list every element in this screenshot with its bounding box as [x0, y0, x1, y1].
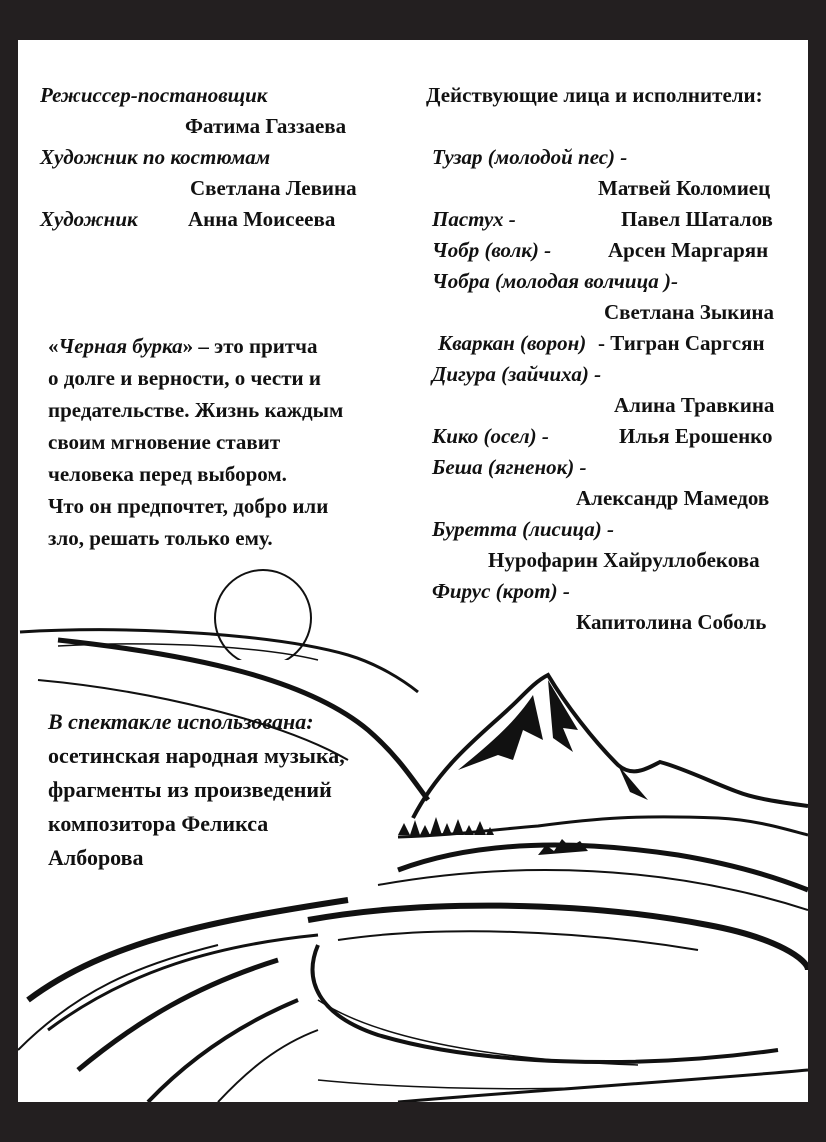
- music-note: [48, 705, 428, 875]
- cast-actor: Павел Шаталов: [621, 207, 773, 231]
- lake-swirl: [308, 906, 808, 970]
- cast-role: Чобр (волк) -: [432, 238, 552, 262]
- director-role: Режиссер-постановщик: [40, 83, 268, 107]
- program-page: [18, 40, 808, 1102]
- cast-role: Буретта (лисица) -: [432, 517, 614, 541]
- cast-role: Фирус (крот) -: [432, 579, 570, 603]
- description-line: предательстве. Жизнь каждым: [48, 398, 344, 422]
- description-line: своим мгновение ставит: [48, 430, 281, 454]
- cast-role: Кико (осел) -: [432, 424, 549, 448]
- costume-designer-role: Художник по костюмам: [40, 145, 271, 169]
- costume-designer-name: Светлана Левина: [190, 176, 357, 200]
- cast-role: Беша (ягненок) -: [432, 455, 587, 479]
- artist-role: Художник: [40, 207, 138, 231]
- music-note-line: фрагменты из произведений: [48, 777, 332, 802]
- cast-role: Чобра (молодая волчица )-: [432, 269, 678, 293]
- cast-heading: Действующие лица и исполнители:: [426, 83, 763, 107]
- artist-name: Анна Моисеева: [188, 207, 336, 231]
- music-note-line: Алборова: [48, 845, 144, 870]
- cast-actor: Арсен Маргарян: [608, 238, 769, 262]
- cast-actor: Матвей Коломиец: [598, 176, 771, 200]
- description-line: человека перед выбором.: [48, 462, 287, 486]
- description-line: зло, решать только ему.: [48, 526, 273, 550]
- cast-actor: - Тигран Саргсян: [598, 331, 765, 355]
- music-note-line: композитора Феликса: [48, 811, 269, 836]
- play-title: Черная бурка: [58, 334, 183, 358]
- cast-actor: Илья Ерошенко: [619, 424, 773, 448]
- cast-role: Кваркан (ворон): [438, 331, 587, 355]
- cast-actor: Алина Травкина: [614, 393, 775, 417]
- sun-circle: [215, 570, 311, 666]
- quote-open: «: [48, 334, 59, 358]
- cast-actor: Капитолина Соболь: [576, 610, 767, 634]
- cast-role: Пастух -: [432, 207, 516, 231]
- music-note-heading: В спектакле использована:: [48, 709, 314, 734]
- cast-actor: Александр Мамедов: [576, 486, 770, 510]
- music-note-line: осетинская народная музыка,: [48, 743, 345, 768]
- cast-actor: Нурофарин Хайруллобекова: [488, 548, 760, 572]
- quote-close: »: [182, 334, 194, 358]
- cast-role: Тузар (молодой пес) -: [432, 145, 628, 169]
- cast-role: Дигура (зайчиха) -: [432, 362, 602, 386]
- description-line: – это притча: [193, 334, 318, 358]
- play-description: [48, 330, 408, 554]
- description-line: Что он предпочтет, добро или: [48, 494, 329, 518]
- cast-actor: Светлана Зыкина: [604, 300, 775, 324]
- description-line: о долге и верности, о чести и: [48, 366, 321, 390]
- director-name: Фатима Газзаева: [185, 114, 347, 138]
- mountain: [413, 675, 808, 818]
